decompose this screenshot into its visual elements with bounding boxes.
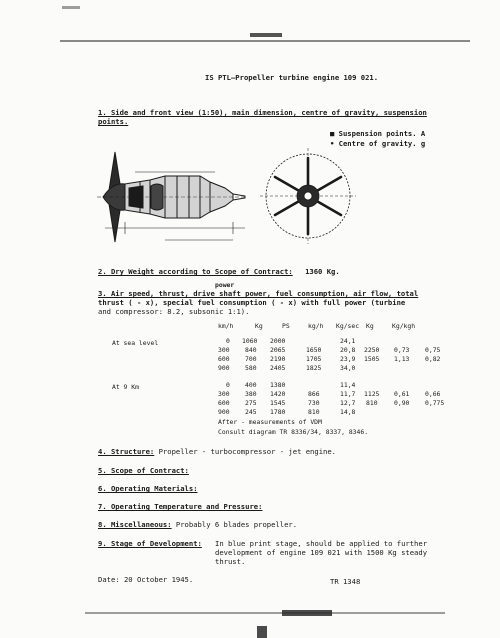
scan-bottom-rule: [85, 612, 445, 614]
table-cell: 14,8: [340, 408, 356, 416]
section-4-value: Propeller - turbocompressor - jet engine.: [158, 447, 337, 456]
table-cell: 840: [245, 346, 257, 354]
section-9-label: 9. Stage of Development:: [98, 539, 202, 548]
section-4: [98, 447, 336, 456]
legend-gravity-letter: g: [420, 139, 426, 148]
table-cell: 1780: [270, 408, 286, 416]
section-7-label: 7. Operating Temperature and Pressure:: [98, 502, 263, 511]
table-cell: 1705: [306, 355, 322, 363]
section-3-line-3: and compressor: 8.2, subsonic 1:1).: [98, 307, 250, 316]
table-cell: 1650: [306, 346, 322, 354]
section-3-line-1: 3. Air speed, thrust, drive shaft power, fuel consumption, air flow, total: [98, 289, 419, 298]
table-note-measurements: After - measurements of VDM: [218, 418, 322, 426]
table-cell: 0,66: [425, 390, 441, 398]
table-row: [0, 337, 500, 346]
table-cell: 275: [245, 399, 257, 407]
group-sea-level-label: At sea level: [112, 339, 159, 347]
legend-suspension-symbol-icon: ■: [330, 129, 335, 138]
table-cell: 300: [218, 390, 230, 398]
table-cell: 810: [308, 408, 320, 416]
table-note-diagrams: Consult diagram TR 8336/34, 8337, 8346.: [218, 428, 369, 436]
footer-reference: TR 1348: [330, 577, 361, 586]
section-3-overword: power: [215, 281, 235, 289]
scan-mark-top: [250, 33, 282, 37]
section-4-label: 4. Structure:: [98, 447, 155, 456]
header-power: PS: [282, 322, 290, 330]
section-5-label: 5. Scope of Contract:: [98, 466, 189, 475]
table-cell: 400: [245, 381, 257, 389]
section-2-label: 2. Dry Weight according to Scope of Contract:: [98, 267, 293, 276]
legend-suspension-label: Suspension points.: [338, 129, 417, 138]
table-cell: 1545: [270, 399, 286, 407]
table-cell: 1060: [242, 337, 258, 345]
group-9km-label: At 9 Km: [112, 383, 139, 391]
table-cell: 11,7: [340, 390, 356, 398]
table-cell: 900: [218, 364, 230, 372]
table-cell: 300: [218, 346, 230, 354]
scan-left-mark: [62, 6, 80, 9]
table-cell: 12,7: [340, 399, 356, 407]
engine-front-view-drawing: [258, 146, 358, 246]
section-2: [98, 267, 340, 276]
table-row: [0, 364, 500, 373]
table-cell: 900: [218, 408, 230, 416]
section-8-value: Probably 6 blades propeller.: [175, 520, 298, 529]
section-2-value: 1360 Kg.: [305, 267, 340, 276]
table-cell: 866: [308, 390, 320, 398]
header-fuel: kg/h: [308, 322, 324, 330]
table-cell: 0: [226, 337, 230, 345]
header-speed: km/h: [218, 322, 234, 330]
table-cell: 2190: [270, 355, 286, 363]
engine-side-view-drawing: [95, 142, 255, 252]
table-cell: 23,9: [340, 355, 356, 363]
table-cell: 2065: [270, 346, 286, 354]
table-cell: 580: [245, 364, 257, 372]
table-cell: 1125: [364, 390, 380, 398]
table-header-row: [0, 322, 500, 331]
legend-gravity-label: Centre of gravity.: [338, 139, 417, 148]
table-cell: 0,90: [394, 399, 410, 407]
table-row: [0, 399, 500, 408]
table-cell: 0,73: [394, 346, 410, 354]
table-row: [0, 408, 500, 417]
table-cell: 0: [226, 381, 230, 389]
legend-suspension-points: [330, 129, 425, 138]
table-cell: 2250: [364, 346, 380, 354]
section-9-line-1: In blue print stage, should be applied to further: [215, 539, 428, 548]
table-cell: 11,4: [340, 381, 356, 389]
table-cell: 24,1: [340, 337, 356, 345]
section-3-line-2: thrust ( - x), special fuel consumption ( - x) with full power (turbine: [98, 298, 406, 307]
table-cell: 20,8: [340, 346, 356, 354]
header-airflow: Kg/sec: [336, 322, 360, 330]
table-cell: 0,61: [394, 390, 410, 398]
table-row: [0, 381, 500, 390]
footer-date: Date: 20 October 1945.: [98, 575, 194, 584]
table-cell: 245: [245, 408, 257, 416]
table-cell: 34,0: [340, 364, 356, 372]
table-cell: 700: [245, 355, 257, 363]
document-title: IS PTL—Propeller turbine engine 109 021.: [205, 73, 379, 82]
scan-mark-bottom: [282, 610, 332, 616]
table-cell: 2405: [270, 364, 286, 372]
scan-corner-mark: [257, 626, 267, 638]
table-cell: 600: [218, 355, 230, 363]
legend-gravity-symbol-icon: •: [330, 139, 335, 148]
header-total-thrust: Kg: [366, 322, 374, 330]
section-9-line-2: development of engine 109 021 with 1500 Kg steady: [215, 548, 428, 557]
table-cell: 600: [218, 399, 230, 407]
section-6-label: 6. Operating Materials:: [98, 484, 198, 493]
table-cell: 0,82: [425, 355, 441, 363]
table-cell: 1825: [306, 364, 322, 372]
table-row: [0, 390, 500, 399]
table-cell: 0,775: [425, 399, 445, 407]
table-cell: 380: [245, 390, 257, 398]
table-row: [0, 355, 500, 364]
table-cell: 1380: [270, 381, 286, 389]
table-cell: 0,75: [425, 346, 441, 354]
table-cell: 2000: [270, 337, 286, 345]
section-8-label: 8. Miscellaneous:: [98, 520, 172, 529]
section-8: [98, 520, 297, 529]
header-thrust: Kg: [255, 322, 263, 330]
table-cell: 1,13: [394, 355, 410, 363]
table-cell: 730: [308, 399, 320, 407]
table-cell: 1420: [270, 390, 286, 398]
scan-top-rule: [60, 40, 470, 42]
header-specific-fuel: Kg/kgh: [392, 322, 416, 330]
section-9-line-3: thrust.: [215, 557, 246, 566]
table-cell: 1505: [364, 355, 380, 363]
legend-suspension-letter: A: [420, 129, 426, 138]
table-cell: 810: [366, 399, 378, 407]
section-1-heading: 1. Side and front view (1:50), main dimension, centre of gravity, suspension points.: [98, 108, 427, 126]
table-row: [0, 346, 500, 355]
